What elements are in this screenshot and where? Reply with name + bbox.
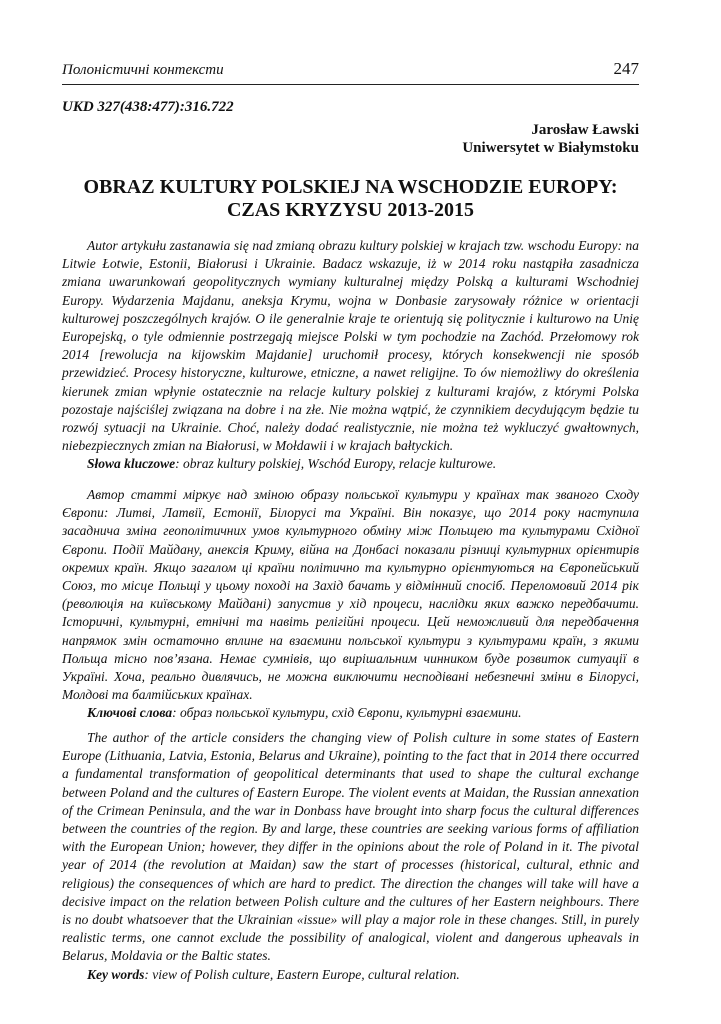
keywords-list: : view of Polish culture, Eastern Europe, cultural relation.	[144, 966, 460, 982]
keywords-label: Słowa kluczowe	[87, 456, 176, 472]
udk-code: UKD 327(438:477):316.722	[62, 99, 234, 115]
abstract-text: Autor artykułu zastanawia się nad zmianą obrazu kultury polskiej w krajach tzw. wschodu Europy: na Litwie Łotwie, Estonii, Białorusi i Ukrainie. Badacz wskazuje, iż w 2014 roku nastąpiła zasadnicza zmiana uwarunkowań geopolitycznych wymiany kulturalnej między Polską a kulturami Wschodniej Europy. Wydarzenia Majdanu, aneksja Krymu, wojna w Donbasie zarysowały różnice w orientacji kulturowej poszczególnych krajów. O ile generalnie kraje te orientują się politycznie i kulturowo na Unię Europejską, o tyle odmiennie postrzegają miejsce Polski w tym pochodzie na Zachód. Przełomowy rok 2014 [rewolucja na kijowskim Majdanie] uruchomił procesy, których konsekwencji nie sposób przewidzieć. Procesy historyczne, kulturowe, etniczne, a nawet religijne. To ów niemożliwy do określenia kierunek zmian wpłynie ostatecznie na relacje kultury polskiej z kulturami krajów, z którymi Polska pozostaje najściślej związana na dobre i na złe. Nie można wątpić, że czynnikiem decydującym będzie tu rozwój sytuacji na Ukrainie. Choć, należy dodać realistycznie, nie można też wykluczyć gwałtownych, niebezpiecznych zmian na Białorusi, w Mołdawii i w krajach bałtyckich.	[62, 238, 639, 454]
journal-title: Полоністичні контексти	[62, 62, 224, 78]
keywords-label: Key words	[87, 966, 145, 982]
author-name: Jarosław Ławski	[531, 122, 639, 138]
page-number: 247	[613, 59, 639, 78]
author-block	[462, 121, 639, 157]
keywords-list: : образ польської культури, схід Європи, культурні взаємини.	[172, 705, 522, 721]
keywords-line	[62, 455, 639, 473]
keywords-label: Ключові слова	[87, 705, 173, 721]
title-line-2: CZAS KRYZYSU 2013-2015	[226, 199, 475, 221]
abstract-text: The author of the article considers the changing view of Polish culture in some states of Eastern Europe (Lithuania, Latvia, Estonia, Belarus and Ukraine), pointing to the fact that in 2014 there occurred a fundamental transformation of geopolitical determinants that used to shape the cultural exchange between Poland and the cultures of Eastern Europe. The violent events at Maidan, the Russian annexation of the Crimean Peninsula, and the war in Donbass have brought into sharp focus the cultural differences between the countries of the region. By and large, these countries are seeking various forms of affiliation with the European Union; however, they differ in the opinions about the role of Poland in it. The pivotal year of 2014 (the revolution at Maidan) saw the start of processes (historical, cultural, ethnic and religious) the consequences of which are hard to predict. The direction the changes will take will have a decisive impact on the relation between Polish culture and the cultures of her Eastern neighbours. There is no doubt whatsoever that the Ukrainian «issue» will play a major role in these changes. Still, in purely realistic terms, one cannot exclude the possibility of analogical, violent and dangerous upheavals in Belarus, Moldavia or the Baltic states.	[62, 730, 639, 964]
article-title	[62, 176, 639, 222]
keywords-line	[62, 966, 639, 984]
abstract-ukrainian	[62, 486, 639, 723]
abstract-english	[62, 729, 639, 984]
author-affiliation: Uniwersytet w Białymstoku	[462, 140, 639, 156]
abstract-text: Автор статті міркує над зміною образу польської культури у країнах так званого Сходу Європи: Литві, Латвії, Естонії, Білорусі та Україні. Він показує, що 2014 року наступила засаднича зміна геополітичних умов культурного обміну між Польщею та культурами Східної Європи. Події Майдану, анексія Криму, війна на Донбасі показали різниці культурних орієнтирів окремих країн. Якщо загалом ці країни політично та культурно орієнтуються на Європейський Союз, то місце Польщі у цьому поході на Захід бачать у відмінний спосіб. Переломовий 2014 рік (революція на київському Майдані) запустив у хід процеси, наслідки яких важко передбачити. Історичні, культурні, етнічні та навіть релігійні процеси. Цей неможливий для передбачення напрямок змін остаточно вплине на взаємини польської культури з культурами країн, з якими Польща тісно пов’язана. Немає сумнівів, що вирішальним чинником буде розвиток ситуації в Україні. Хоча, реально дивлячись, не можна виключити несподівані небезпечні зміни в Білорусі, Молдові та балтійських країнах.	[62, 487, 639, 703]
title-line-1: OBRAZ KULTURY POLSKIEJ NA WSCHODZIE EUROPY:	[83, 176, 618, 198]
keywords-line	[62, 704, 639, 722]
keywords-list: : obraz kultury polskiej, Wschód Europy, relacje kulturowe.	[175, 456, 497, 472]
running-header	[62, 59, 639, 85]
abstract-polish	[62, 237, 639, 474]
